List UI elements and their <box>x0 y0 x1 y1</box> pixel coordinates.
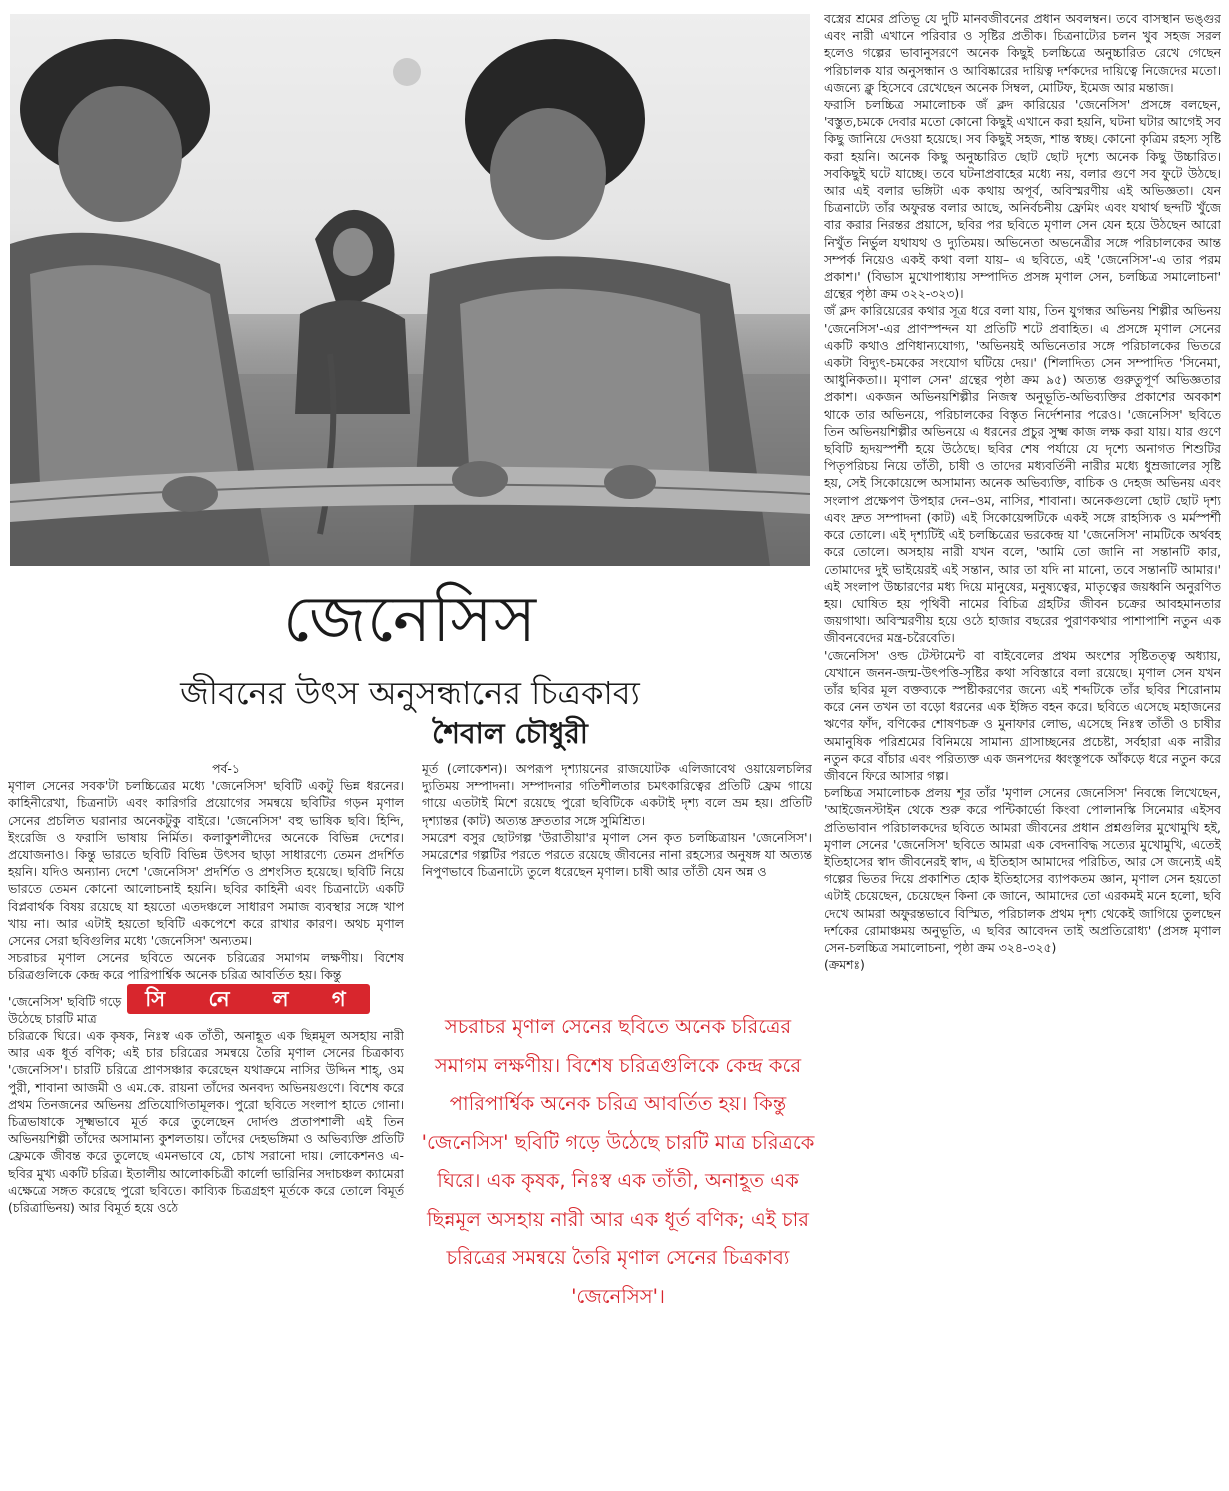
paragraph-mid-1: মূর্ত (লোকেশন)। অপরূপ দৃশ্যায়নের রাজযোটক এলিজাবেথ ওয়ায়েলচলির দ্যুতিময় সম্পাদনা। সম্পাদনার গতিশীলতার চমৎকারিত্বের প্রতিটি ফ্রেম গায়ে গায়ে এতটাই মিশে রয়েছে পুরো ছবিটিকে একটাই দৃশ্য বলে ভ্রম হয়। প্রতিটি দৃশ্যান্তর (কাট) অত্যন্ত দ্রুততার সঙ্গে সুমিশ্রিত। <box>422 761 812 828</box>
paragraph-mid-2: সমরেশ বসুর ছোটগল্প 'উরাতীয়া'র মৃণাল সেন কৃত চলচ্চিত্রায়ন 'জেনেসিস'। সমরেশের গল্পটির পরতে পরতে রয়েছে জীবনের নানা রহস্যের অনুষঙ্গ যা অত্যন্ত নিপুণভাবে চিত্রনাট্যে তুলে ধরেছেন মৃণাল। চাষী আর তাঁতী যেন অন্ন ও <box>422 829 812 880</box>
paragraph-left-3 <box>8 984 404 1010</box>
part-label: পর্ব-১ <box>212 761 240 776</box>
section-tag-badge: সি নে ল গ <box>127 984 369 1014</box>
article-author: শৈবাল চৌধুরী <box>432 717 588 750</box>
paragraph-right-2: ফরাসি চলচ্চিত্র সমালোচক জঁ ক্লদ কারিয়ের 'জেনেসিস' প্রসঙ্গে বলছেন, 'বস্তুত,চমকে দেবার মতো কোনো কিছুই এখানে করা হয়নি, ঘটনা ঘটার আগেই সব কিছু জানিয়ে দেওয়া হয়েছে। সব কিছুই সহজ, শান্ত স্বচ্ছ। কোনো কৃত্রিম রহস্য সৃষ্টি করা হয়নি। অনেক কিছু অনুচ্চারিত ছোট ছোট দৃশ্যে অনেক কিছু উচ্চারিত। সবকিছুই ঘটে যাচ্ছে। তবে ঘটনাপ্রবাহের মধ্যে নয়, বলার গুণে সব ফুটে উঠছে। আর এই বলার ভঙ্গিটা এক কথায় অপূর্ব, অবিস্মরণীয় এই অভিজ্ঞতা। যেন চিত্রনাট্যে তাঁর অফুরন্ত বলার আছে, অনির্বচনীয় ফ্রেমিং এবং যথার্থ ছন্দটি খুঁজে বার করার নিরন্তর প্রয়াসে, ছবির পর ছবিতে মৃণাল সেন যেন হয়ে উঠছেন আরো নিখুঁত নির্ভুল যথাযথ ও দ্যুতিময়। অভিনেতা অভনেত্রীর সঙ্গে পরিচালকের আন্ত সম্পর্ক নিয়েও একই কথা বলা যায়– এ ছবিতে, এই 'জেনেসিস'-এ তার পরম প্রকাশ।' (বিভাস মুখোপাধ্যায় সম্পাদিত প্রসঙ্গ মৃণাল সেন, চলচ্চিত্র সমালোচনা' গ্রন্থের পৃষ্ঠা ক্রম ৩২২-৩২৩)। <box>824 97 1221 302</box>
paragraph-left-3-text: 'জেনেসিস' ছবিটি গড়ে <box>8 993 122 1009</box>
paragraph-left-5: চরিত্রকে ঘিরে। এক কৃষক, নিঃস্ব এক তাঁতী, অনাহূত এক ছিন্নমূল অসহায় নারী আর এক ধূর্ত বণিক; এই চার চরিত্রের সমন্বয়ে তৈরি মৃণাল সেনের চিত্রকাব্য 'জেনেসিস'। চারটি চরিত্রে প্রাণসঞ্চার করেছেন যথাক্রমে নাসির উদ্দিন শাহ্, ওম পুরী, শাবানা আজমী ও এম.কে. রায়না তাঁদের অনবদ্য অভিনয়গুণে। বিশেষ করে প্রথম তিনজনের অভিনয় প্রতিযোগিতামূলক। পুরো ছবিতে সংলাপ হাতে গোনা। চিত্রভাষাকে সূক্ষ্মভাবে মূর্ত করে তুলেছেন দোর্দণ্ড প্রতাপশালী এই তিন অভিনয়শিল্পী তাঁদের অসামান্য কুশলতায়। তাঁদের দেহভঙ্গিমা ও অভিব্যক্তি প্রতিটি ফ্রেমকে জীবন্ত করে তুলেছে এমনভাবে যে, চোখ সরানো দায়। লোকেশনও এ-ছবির মুখ্য একটি চরিত্র। ইতালীয় আলোকচিত্রী কার্লো ভারিনির সদাচঞ্চল ক্যামেরা এক্ষেত্রে সঙ্গত করেছে পুরো ছবিতে। কাব্যিক চিত্রগ্রহণ মূর্তকে করে তোলে বিমূর্ত (চরিত্রাভিনয়) আর বিমূর্ত হয়ে ওঠে <box>8 1028 404 1216</box>
article-column-middle <box>422 760 812 976</box>
paragraph-right-4: 'জেনেসিস' ওল্ড টেস্টামেন্ট বা বাইবেলের প্রথম অংশের সৃষ্টিতত্ত্ব অধ্যায়, যেখানে জনন-জন্ম-উৎপত্তি-সৃষ্টির কথা সবিস্তারে বলা রয়েছে। মৃণাল সেন যখন তাঁর ছবির মূল বক্তব্যকে স্পষ্টীকরণের জন্যে এই শব্দটিকে তাঁর ছবির শিরোনাম করে নেন তখন তা বড়ো ধরনের এক ইঙ্গিত বহন করে। ছবিতে এসেছে মহাজনের ঋণের ফাঁদ, বণিকের শোষণচক্র ও মুনাফার লোভ, এসেছে নিঃস্ব তাঁতী ও চাষীর অমানুষিক পরিশ্রমের বিনিময়ে সামান্য গ্রাসাচ্ছনের প্রচেষ্টা, সর্বহারা এক নারীর নতুন করে বাঁচার এবং পরিত্যক্ত এক জনপদের ধ্বংস্তূপকে আঁকড়ে ধরে নতুন করে জীবনে ফিরে আসার গল্প। <box>824 647 1221 783</box>
pull-quote: সচরাচর মৃণাল সেনের ছবিতে অনেক চরিত্রের সমাগম লক্ষণীয়। বিশেষ চরিত্রগুলিকে কেন্দ্র করে পারিপার্শ্বিক অনেক চরিত্র আবর্তিত হয়। কিন্তু 'জেনেসিস' ছবিটি গড়ে উঠেছে চারটি মাত্র চরিত্রকে ঘিরে। এক কৃষক, নিঃস্ব এক তাঁতী, অনাহূত এক ছিন্নমূল অসহায় নারী আর এক ধূর্ত বণিক; এই চার চরিত্রের সমন্বয়ে তৈরি মৃণাল সেনের চিত্রকাব্য 'জেনেসিস'। <box>421 1015 815 1308</box>
film-still-illustration <box>10 14 810 566</box>
paragraph-left-2: সচরাচর মৃণাল সেনের ছবিতে অনেক চরিত্রের সমাগম লক্ষণীয়। বিশেষ চরিত্রগুলিকে কেন্দ্র করে পারিপার্শ্বিক অনেক চরিত্র আবর্তিত হয়। কিন্তু <box>8 950 404 983</box>
article-column-left <box>8 760 404 1488</box>
film-still-photo <box>10 14 810 566</box>
paragraph-right-3: জঁ ক্লদ কারিয়েরের কথার সূত্র ধরে বলা যায়, তিন যুগন্ধর অভিনয় শিল্পীর অভিনয় 'জেনেসিস'-এর প্রাণস্পন্দন যা প্রতিটি শটে প্রবাহিত। এ প্রসঙ্গে মৃণাল সেনের একটি কথাও প্রণিধান্যযোগ্য, 'অভিনয়ই অভিনেতার সঙ্গে পরিচালকের ভিতরে একটা বিদ্যুৎ-চমকের সংযোগ ঘটিয়ে দেয়।' (শিলাদিত্য সেন সম্পাদিত 'সিনেমা, আধুনিকতা।। মৃণাল সেন' গ্রন্থের পৃষ্ঠা ক্রম ৯৫) অত্যন্ত গুরুতুপূর্ণ অভিজ্ঞতার প্রকাশ। একজন অভিনয়শিল্পীর নিজস্ব অনুভূতি-অভিব্যক্তির প্রকাশের অবকাশ থাকে তার অভিনয়ে, পরিচালকের বিস্তৃত নির্দেশনার পরেও। 'জেনেসিস' ছবিতে তিন অভিনয়শিল্পীর অভিনয়ে এ ধরনের প্রচুর সুক্ষ্ম কাজ লক্ষ করা যায়। যার গুণে ছবিটি হৃদয়স্পর্শী হয়ে উঠেছে। ছবির শেষ পর্যায়ে যে দৃশ্যে অনাগত শিশুটির পিতৃপরিচয় নিয়ে তাঁতী, চাষী ও তাদের মধ্যবর্তিনী নারীর মধ্যে ধুম্রজালের সৃষ্টি হয়, সেই সিকোয়েন্সে অসামান্য অনেক অভিব্যক্তি, বাচিক ও দেহজ অভিনয় এবং সংলাপ প্রক্ষেপণ উপহার দেন–ওম, নাসির, শাবানা। অনেকগুলো ছোট ছোট দৃশ্য এবং দ্রুত সম্পাদনা (কাট) এই সিকোয়েন্সটিকে একই সঙ্গে রাহস্যিক ও মর্মস্পর্শী করে তোলে। এই দৃশ্যটিই এই চলচ্চিত্রের ভরকেন্দ্র যা 'জেনেসিস' নামটিকে অর্থবহ করে তোলে। অসহায় নারী যখন বলে, 'আমি তো জানি না সন্তানটি কার, তোমাদের দুই ভাইয়েরই এই সন্তান, আর তা যদি না মানো, তবে সন্তানটি আমার।' এই সংলাপ উচ্চারণের মধ্য দিয়ে মানুষের, মনুষ্যত্বের, মাতৃত্বের জয়ধ্বনি অনুরণিত হয়। ঘোষিত হয় পৃথিবী নামের বিচিত্র গ্রহটির জীবন চক্রের আবহমানতার জয়গাথা। অবিস্মরণীয় হয়ে ওঠে হাজার বছরের পুরাণকথার পাশাপাশি নতুন এক জীবনবেদের মন্ত্র-চরৈবেতি। <box>824 303 1221 646</box>
paragraph-right-1: বস্ত্রের শ্রমের প্রতিভূ যে দুটি মানবজীবনের প্রধান অবলম্বন। তবে বাসস্থান ভঙ্গুর এবং নারী এখানে পরিবার ও সৃষ্টির প্রতীক। চিত্রনাট্যের চলন খুব সহজ সরল হলেও গল্পের ভাবানুসরণে অনেক কিছুই চলচ্চিত্রে অনুচ্চারিত রেখে গেছেন পরিচালক যার অনুসন্ধান ও আবিষ্কারের দায়িত্ব দর্শকদের দায়িত্বে নিজেদের মতো। এজন্যে ক্লু হিসেবে রেখেছেন অনেক সিম্বল, মোটিফ, ইমেজ আর মন্তাজ। <box>824 11 1221 95</box>
article-title: জেনেসিস <box>282 583 537 657</box>
article-subtitle: জীবনের উৎস অনুসন্ধানের চিত্রকাব্য <box>180 674 640 712</box>
paragraph-left-1: মৃণাল সেনের সবক'টা চলচ্চিত্রের মধ্যে 'জেনেসিস' ছবিটি একটু ভিন্ন ধরনের। কাহিনীরেখা, চিত্রনাট্য এবং কারিগরি প্রয়োগের সমন্বয়ে ছবিটির গড়ন মৃণাল সেনের প্রচলিত ঘরানার অনেকটুকু বাইরে। 'জেনেসিস' বহু ভাষিক ছবি। হিন্দি, ইংরেজি ও ফরাসি ভাষায় নির্মিত। কলাকুশলীদের অনেকে বিভিন্ন দেশের। প্রযোজনাও। কিন্তু ভারতে ছবিটি বিভিন্ন উৎসব ছাড়া সাধারণ্যে তেমন প্রদর্শিত হয়নি। যদিও অন্যান্য দেশে 'জেনেসিস' প্রদর্শিত ও প্রশংসিত হয়েছে। ছবিটি নিয়ে ভারতে তেমন কোনো আলোচনাই হয়নি। ছবির কাহিনী এবং চিত্রনাট্যে একটি বিপ্লবার্থক বিষয় রয়েছে যা হয়তো এতদঞ্চলে সাধারণ সমাজ ব্যবস্থার সঙ্গে খাপ খায় না। আর এটাই হয়তো ছবিটি একপেশে করে রাখার কারণ। অথচ মৃণাল সেনের সেরা ছবিগুলির মধ্যে 'জেনেসিস' অন্যতম। <box>8 778 404 949</box>
paragraph-left-4: উঠেছে চারটি মাত্র <box>8 1010 97 1026</box>
article-column-right <box>824 10 1221 1486</box>
to-be-continued: (ক্রমশঃ) <box>824 957 865 973</box>
paragraph-right-5: চলচ্চিত্র সমালোচক প্রলয় শূর তাঁর 'মৃণাল সেনের জেনেসিস' নিবন্ধে লিখেছেন, 'আইজেনস্টাইন থেকে শুরু করে পন্টিকার্ভো কিংবা পোলানস্কি সিনেমার এইসব প্রতিভাবান পরিচালকদের ছবিতে আমরা জীবনের প্রধান প্রশ্নগুলির মুখোমুখি হই, মৃণাল সেনের 'জেনেসিস' ছবিতে আমরা এক বেদনাবিদ্ধ সত্যের মুখোমুখি, এতেই ইতিহাসের স্বাদ জীবনেরই স্বাদ, এ ইতিহাস আমাদের পরিচিত, আর সে জন্যেই এই গল্পের ভিতর দিয়ে প্রকাশিত হোক ইতিহাসের ব্যাপকতম জ্ঞান, মৃণাল সেন হয়তো এটাই চেয়েছেন, চেয়েছেন কিনা কে জানে, আমাদের তো এরকমই মনে হলো, ছবি দেখে আমরা অফুরন্তভাবে বিস্মিত, পরিচালক প্রথম দৃশ্য থেকেই জাগিয়ে তুলছেন দর্শকের রোমাঞ্চময় অনুভূতি, এ ছবির আবেদন তাই অপ্রতিরোধ্য' (প্রসঙ্গ মৃণাল সেন-চলচ্চিত্র সমালোচনা, পৃষ্ঠা ক্রম ৩২৪-৩২৫) <box>824 785 1221 955</box>
